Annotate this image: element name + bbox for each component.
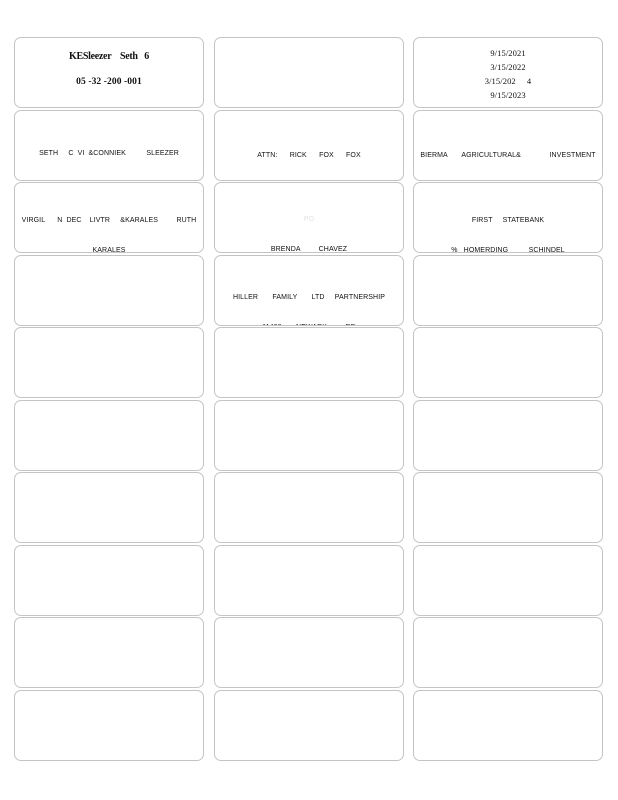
label-empty xyxy=(214,690,404,761)
address-line: HILLER FAMILY LTD PARTNERSHIP xyxy=(232,294,386,301)
label-empty xyxy=(214,545,404,616)
label-empty xyxy=(14,617,204,688)
label-empty xyxy=(413,327,603,398)
address-line: FIRST STATEBANK xyxy=(471,217,545,224)
address-line: PO xyxy=(303,216,315,223)
address-line: BRENDA CHAVEZ xyxy=(270,246,348,253)
address-line: % HOMERDING SCHINDEL xyxy=(451,247,565,253)
date-line: 3/15/2022 xyxy=(490,62,526,72)
address-line: ATTN: RICK FOX FOX xyxy=(257,152,361,159)
label-empty xyxy=(214,472,404,543)
label-empty xyxy=(413,472,603,543)
label-empty xyxy=(413,255,603,326)
label-header xyxy=(14,37,204,108)
address-line xyxy=(219,323,399,326)
label-empty xyxy=(14,400,204,471)
address-label xyxy=(413,182,603,253)
address-line: SETH C VI &CONNIEK SLEEZER xyxy=(39,150,179,157)
address-label xyxy=(214,182,404,253)
label-empty xyxy=(413,400,603,471)
address-line: KARALES xyxy=(92,247,126,253)
label-empty xyxy=(14,545,204,616)
label-empty xyxy=(214,400,404,471)
address-label xyxy=(214,255,404,326)
label-empty xyxy=(14,472,204,543)
date-line: 9/15/2021 xyxy=(490,48,526,58)
owner-name-header: KESleezer Seth 6 xyxy=(69,51,149,62)
label-empty xyxy=(14,327,204,398)
date-line: 9/15/2023 xyxy=(490,90,526,100)
address-label xyxy=(14,182,204,253)
address-line xyxy=(19,179,199,181)
address-line: BIERMA AGRICULTURAL& INVESTMENT xyxy=(420,152,596,159)
address-label xyxy=(214,110,404,181)
address-label xyxy=(14,110,204,181)
label-dates xyxy=(413,37,603,108)
parcel-number: 05 -32 -200 -001 xyxy=(76,77,142,87)
label-empty xyxy=(14,255,204,326)
label-empty xyxy=(413,690,603,761)
label-empty xyxy=(214,37,404,108)
address-line: VIRGIL N DEC LIVTR &KARALES RUTH xyxy=(21,217,197,224)
address-label xyxy=(413,110,603,181)
label-empty xyxy=(214,617,404,688)
label-empty xyxy=(413,545,603,616)
label-empty xyxy=(413,617,603,688)
date-line: 3/15/202 4 xyxy=(484,76,532,86)
label-empty xyxy=(214,327,404,398)
label-empty xyxy=(14,690,204,761)
